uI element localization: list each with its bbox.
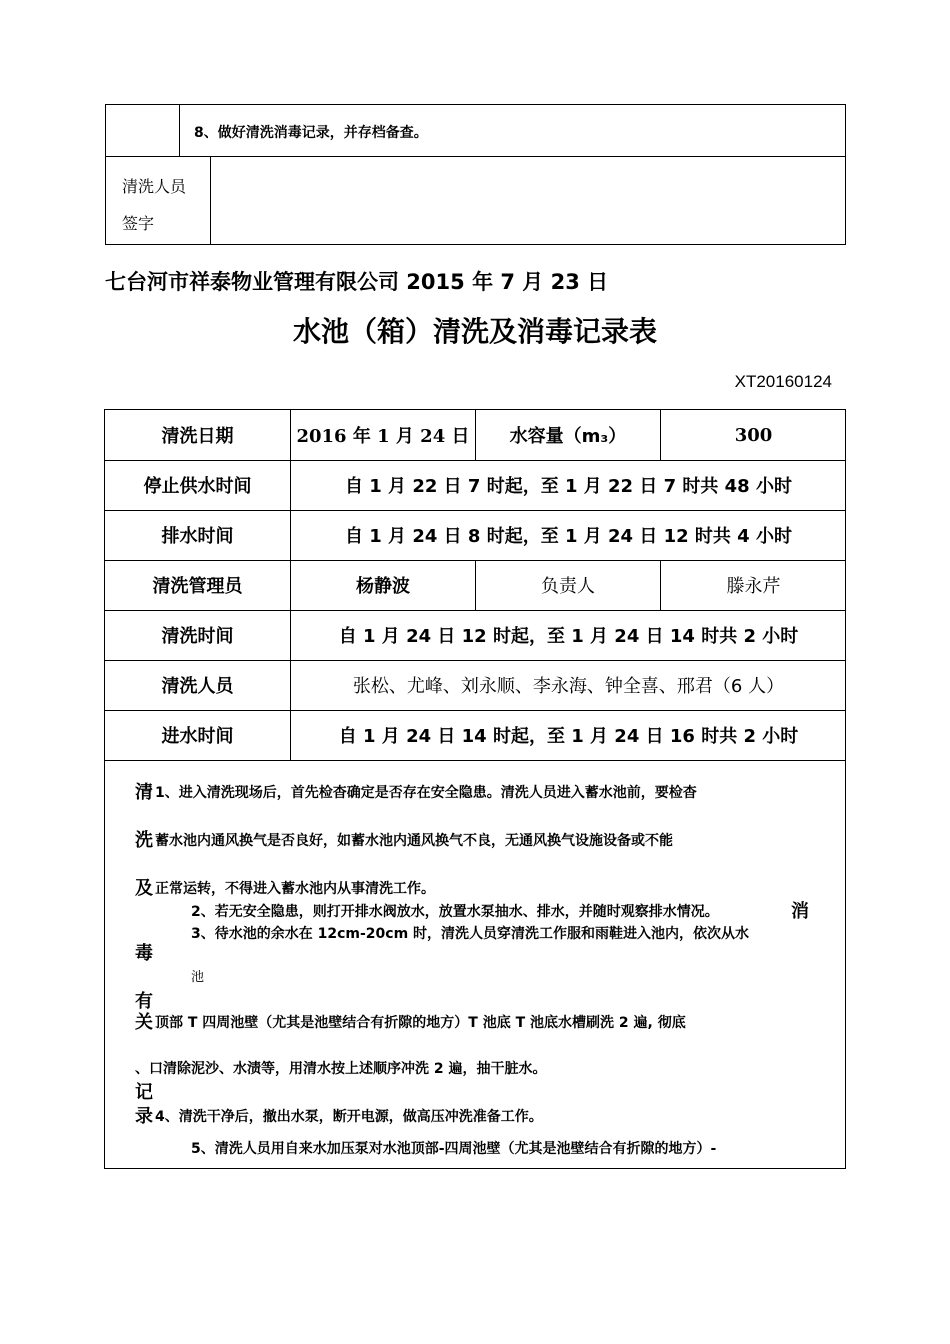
procedure-line: 顶部 T 四周池壁（尤其是池壁结合有折隙的地方）T 池底 T 池底水槽刷洗 2 遍, 彻底	[155, 1015, 686, 1031]
cleaning-time-value: 自 1 月 24 日 12 时起，至 1 月 24 日 14 时共 2 小时	[338, 626, 799, 647]
procedure-line: 正常运转，不得进入蓄水池内从事清洗工作。	[155, 881, 435, 897]
refill-time-value: 自 1 月 24 日 14 时起，至 1 月 24 日 16 时共 2 小时	[338, 726, 799, 747]
cleaning-date-label: 清洗日期	[161, 426, 234, 447]
procedure-line: 4、清洗干净后，撤出水泵，断开电源，做高压冲洗准备工作。	[155, 1109, 543, 1125]
signature-label-suffix: 签字	[122, 214, 155, 233]
procedure-line: 蓄水池内通风换气是否良好，如蓄水池内通风换气不良，无通风换气设施设备或不能	[155, 833, 673, 849]
cleaning-admin-label: 清洗管理员	[152, 576, 243, 597]
side-label-char: 录	[135, 1106, 153, 1127]
page-title: 水池（箱）清洗及消毒记录表	[292, 315, 657, 348]
cleaning-admin-name: 杨静波	[356, 576, 410, 597]
document-number: XT20160124	[734, 372, 832, 391]
side-label-char: 有	[135, 991, 153, 1012]
cleaning-record-table	[104, 409, 846, 1169]
responsible-name: 滕永芹	[726, 576, 781, 597]
side-label-char: 关	[135, 1012, 153, 1033]
signature-label: 清洗人员	[122, 177, 187, 196]
table-divider	[210, 156, 211, 245]
side-label-char: 清	[135, 782, 153, 803]
procedure-line: 1、进入清洗现场后，首先检杳确定是否存在安全隐患。清洗人员进入蓄水池前，要检杳	[155, 785, 697, 801]
procedure-line: 池	[191, 970, 205, 985]
supply-stop-value: 自 1 月 22 日 7 时起，至 1 月 22 日 7 时共 48 小时	[345, 476, 792, 497]
refill-time-label: 进水时间	[161, 726, 234, 747]
side-label-char: 洗	[135, 830, 153, 851]
previous-page-table	[105, 104, 846, 245]
side-label-char: 及	[135, 878, 153, 899]
supply-stop-label: 停止供水时间	[143, 476, 252, 497]
water-capacity-label: 水容量（m₃）	[509, 426, 627, 447]
company-date-line: 七台河市祥泰物业管理有限公司 2015 年 7 月 23 日	[105, 270, 609, 294]
drain-time-label: 排水时间	[161, 526, 234, 547]
water-capacity-value: 300	[734, 424, 773, 446]
side-label-char: 毒	[135, 943, 153, 964]
table-divider	[179, 105, 180, 156]
cleaning-date-value: 2016 年 1 月 24 日	[296, 426, 470, 447]
side-label-char: 消	[791, 901, 809, 922]
procedure-line: 2、若无安全隐患，则打开排水阀放水，放置水泵抽水、排水，并随时观察排水情况。	[191, 904, 719, 920]
cleaning-staff-value: 张松、尤峰、刘永顺、李永海、钟全喜、邢君（6 人）	[352, 676, 785, 697]
table-divider	[106, 156, 845, 157]
procedure-item-8: 8、做好清洗消毒记录，并存档备查。	[194, 125, 428, 141]
responsible-label: 负责人	[541, 576, 595, 597]
drain-time-value: 自 1 月 24 日 8 时起，至 1 月 24 日 12 时共 4 小时	[345, 526, 792, 547]
side-label-char: 记	[135, 1082, 153, 1103]
row-divider	[105, 760, 845, 761]
procedure-line: 5、清洗人员用自来水加压泵对水池顶部-四周池壁（尤其是池壁结合有折隙的地方）-	[191, 1141, 717, 1157]
cleaning-time-label: 清洗时间	[161, 626, 234, 647]
procedure-line: 、口清除泥沙、水渍等，用清水按上述顺序冲洗 2 遍，抽干脏水。	[135, 1061, 547, 1077]
procedure-line: 3、待水池的余水在 12cm-20cm 时，清洗人员穿清洗工作服和雨鞋进入池内，依次从水	[191, 926, 750, 942]
cleaning-staff-label: 清洗人员	[161, 676, 234, 697]
